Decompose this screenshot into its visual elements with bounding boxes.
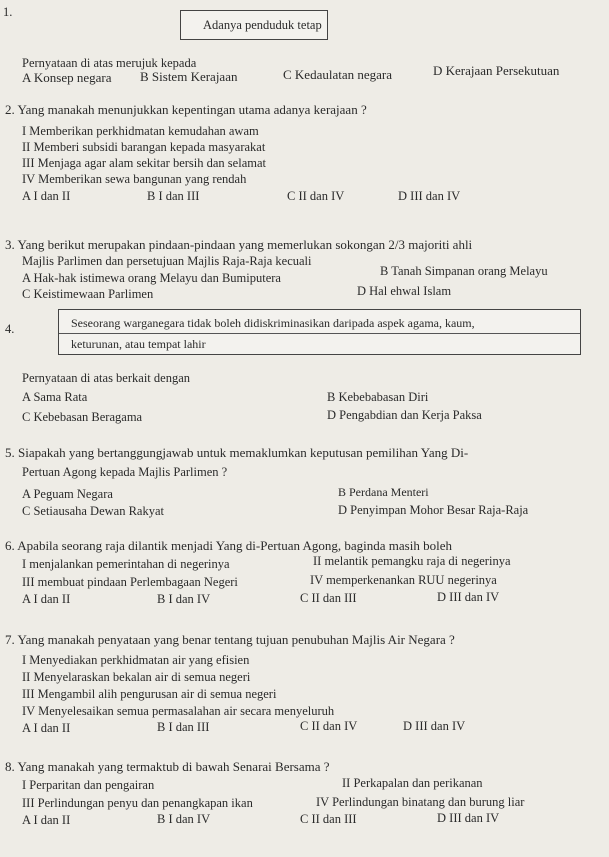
- q3-question-cont: Majlis Parlimen dan persetujuan Majlis Raja-Raja kecuali: [22, 254, 312, 268]
- q2-option-c: C II dan IV: [287, 189, 345, 203]
- q8-question: 8. Yang manakah yang termaktub di bawah Senarai Bersama ?: [5, 759, 330, 774]
- q8-option-c: C II dan III: [300, 812, 357, 826]
- q7-option-a: A I dan II: [22, 721, 71, 735]
- q4-option-a: A Sama Rata: [22, 390, 88, 404]
- q4-option-c: C Kebebasan Beragama: [22, 410, 143, 424]
- q6-question: 6. Apabila seorang raja dilantik menjadi Yang di-Pertuan Agong, baginda masih boleh: [5, 538, 452, 553]
- q5-question-cont: Pertuan Agong kepada Majlis Parlimen ?: [22, 465, 228, 479]
- q2-option-d: D III dan IV: [398, 189, 461, 203]
- q6-statement-1: I menjalankan pemerintahan di negerinya: [22, 557, 230, 571]
- q4-box-line2: keturunan, atau tempat lahir: [71, 337, 206, 351]
- q4-prompt: Pernyataan di atas berkait dengan: [22, 371, 190, 385]
- q2-option-b: B I dan III: [147, 189, 200, 203]
- q7-option-b: B I dan III: [157, 720, 210, 734]
- q3-option-a: A Hak-hak istimewa orang Melayu dan Bumiputera: [22, 271, 281, 285]
- q7-statement-2: II Menyelaraskan bekalan air di semua negeri: [22, 670, 251, 684]
- q5-question: 5. Siapakah yang bertanggungjawab untuk memaklumkan keputusan pemilihan Yang Di-: [5, 445, 469, 460]
- q8-statement-1: I Perparitan dan pengairan: [22, 778, 155, 792]
- q7-option-c: C II dan IV: [300, 719, 358, 733]
- q8-statement-3: III Perlindungan penyu dan penangkapan ikan: [22, 796, 253, 810]
- q1-number: 1.: [3, 5, 13, 19]
- q3-option-c: C Keistimewaan Parlimen: [22, 287, 154, 301]
- q7-statement-3: III Mengambil alih pengurusan air di semua negeri: [22, 687, 277, 701]
- q1-prompt: Pernyataan di atas merujuk kepada: [22, 56, 197, 70]
- q3-option-b: B Tanah Simpanan orang Melayu: [380, 264, 548, 278]
- q1-option-a: A Konsep negara: [22, 70, 112, 85]
- q5-option-c: C Setiausaha Dewan Rakyat: [22, 504, 164, 518]
- q3-question: 3. Yang berikut merupakan pindaan-pindaan yang memerlukan sokongan 2/3 majoriti ahli: [5, 237, 473, 252]
- q6-option-d: D III dan IV: [437, 590, 500, 604]
- q5-option-a: A Peguam Negara: [22, 487, 113, 501]
- q7-option-d: D III dan IV: [403, 719, 466, 733]
- q6-option-a: A I dan II: [22, 592, 71, 606]
- q2-statement-3: III Menjaga agar alam sekitar bersih dan selamat: [22, 156, 266, 170]
- q8-option-b: B I dan IV: [157, 812, 211, 826]
- q6-statement-2: II melantik pemangku raja di negerinya: [313, 554, 511, 568]
- q1-option-c: C Kedaulatan negara: [283, 67, 393, 82]
- q4-statement-box: [58, 309, 581, 355]
- q8-option-d: D III dan IV: [437, 811, 500, 825]
- q2-statement-4: IV Memberikan sewa bangunan yang rendah: [22, 172, 247, 186]
- q4-option-b: B Kebebabasan Diri: [327, 390, 429, 404]
- q7-statement-1: I Menyediakan perkhidmatan air yang efisien: [22, 653, 250, 667]
- q6-option-b: B I dan IV: [157, 592, 211, 606]
- q5-option-d: D Penyimpan Mohor Besar Raja-Raja: [338, 503, 529, 517]
- q2-question: 2. Yang manakah menunjukkan kepentingan utama adanya kerajaan ?: [5, 102, 367, 117]
- q3-option-d: D Hal ehwal Islam: [357, 284, 452, 298]
- q8-statement-4: IV Perlindungan binatang dan burung liar: [316, 795, 525, 809]
- q1-statement-box: [180, 10, 328, 40]
- q4-option-d: D Pengabdian dan Kerja Paksa: [327, 408, 482, 422]
- q5-option-b: B Perdana Menteri: [338, 485, 429, 499]
- q7-question: 7. Yang manakah penyataan yang benar tentang tujuan penubuhan Majlis Air Negara ?: [5, 632, 455, 647]
- q4-box-line1: Seseorang warganegara tidak boleh didiskriminasikan daripada aspek agama, kaum,: [71, 316, 475, 330]
- q7-statement-4: IV Menyelesaikan semua permasalahan air secara menyeluruh: [22, 704, 335, 718]
- q4-box-divider: [59, 333, 580, 334]
- q1-box-text: Adanya penduduk tetap: [203, 18, 322, 32]
- q2-statement-2: II Memberi subsidi barangan kepada masyarakat: [22, 140, 266, 154]
- q8-statement-2: II Perkapalan dan perikanan: [342, 776, 483, 790]
- q1-option-d: D Kerajaan Persekutuan: [433, 63, 560, 78]
- q4-number: 4.: [5, 322, 15, 336]
- q6-statement-4: IV memperkenankan RUU negerinya: [310, 573, 497, 587]
- q2-statement-1: I Memberikan perkhidmatan kemudahan awam: [22, 124, 259, 138]
- q6-statement-3: III membuat pindaan Perlembagaan Negeri: [22, 575, 238, 589]
- q2-option-a: A I dan II: [22, 189, 71, 203]
- q8-option-a: A I dan II: [22, 813, 71, 827]
- q1-option-b: B Sistem Kerajaan: [140, 69, 238, 84]
- q6-option-c: C II dan III: [300, 591, 357, 605]
